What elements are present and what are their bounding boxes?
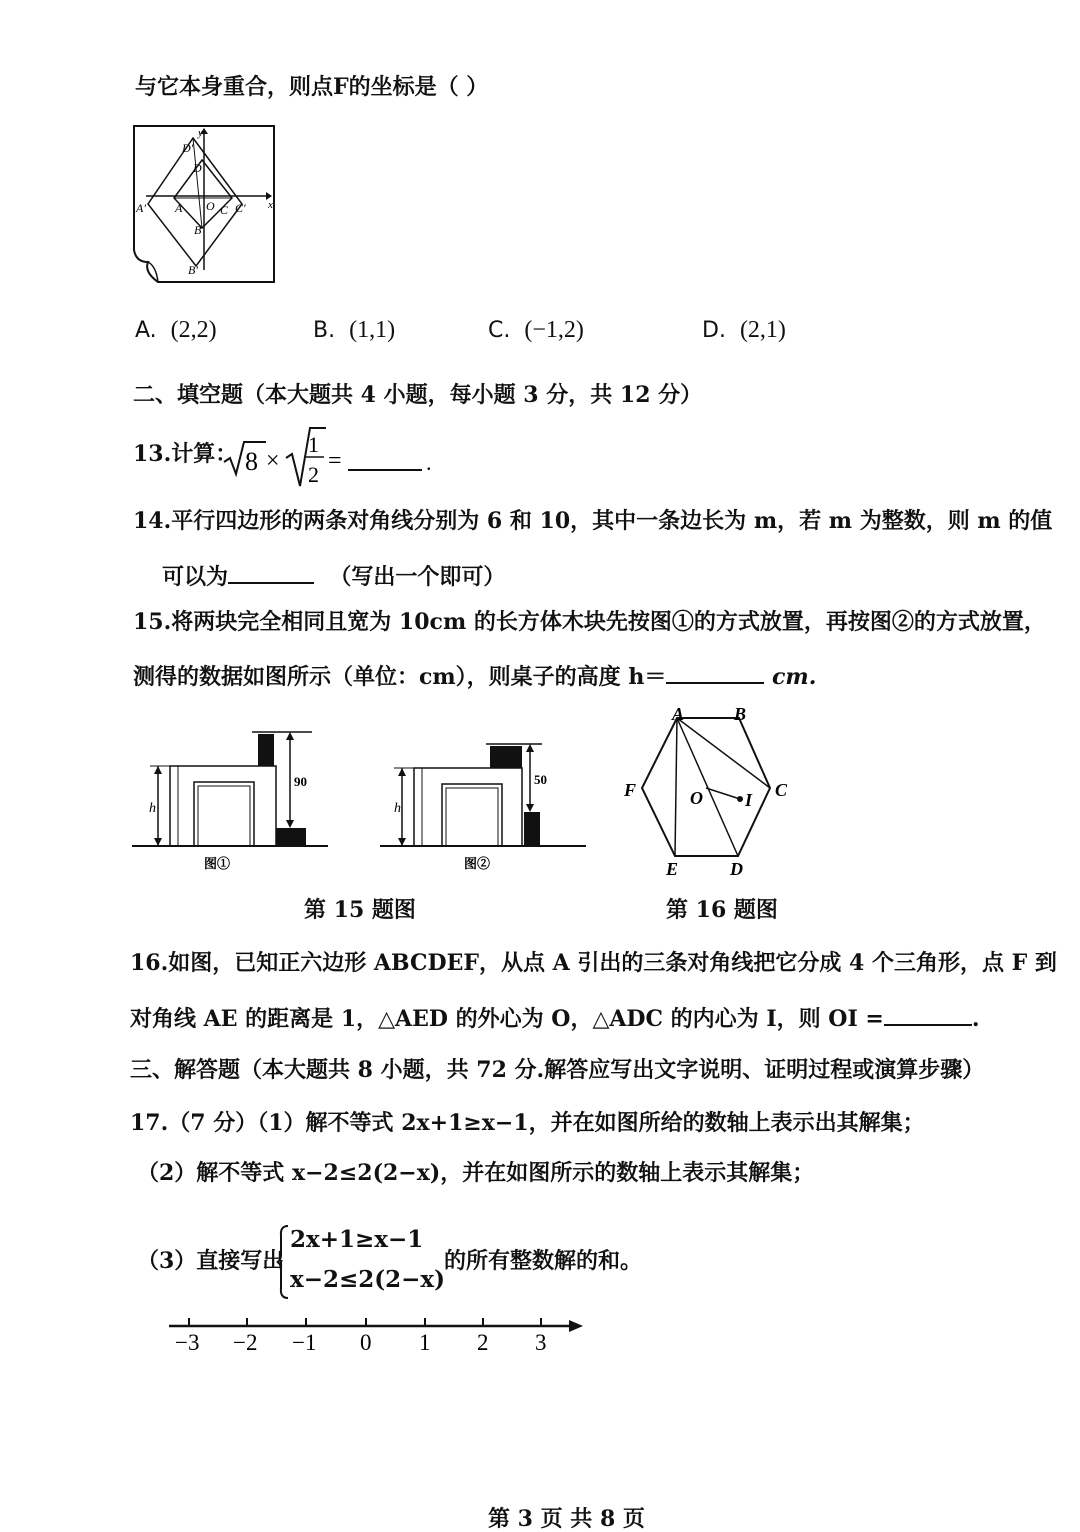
label-y: y — [198, 127, 203, 139]
q16-line-2-end: . — [971, 1006, 980, 1032]
section-2-title: 二、填空题（本大题共 4 小题，每小题 3 分，共 12 分） — [133, 382, 703, 408]
tick-label-3: 3 — [535, 1330, 547, 1355]
tick-label-neg1: −1 — [292, 1330, 317, 1355]
q15-line-1: 15.将两块完全相同且宽为 10cm 的长方体木块先按图①的方式放置，再按图②的方式放置， — [133, 609, 1046, 635]
q13-equals: = — [328, 448, 342, 474]
q15-line-2-unit: cm. — [772, 664, 817, 690]
q12-stem-line: 与它本身重合，则点F的坐标是（ ） — [135, 74, 489, 100]
block-bottom-1 — [276, 828, 306, 846]
label-b-prime: B′ — [188, 263, 198, 277]
q17-line-2: （2）解不等式 x−2≤2(2−x)，并在如图所示的数轴上表示其解集； — [137, 1160, 815, 1186]
table-1 — [170, 766, 276, 846]
q13-numerator: 1 — [308, 432, 319, 457]
label-x: x — [268, 199, 273, 211]
q14-answer-blank[interactable] — [228, 562, 314, 584]
label-b: B — [194, 223, 202, 237]
label-d: D — [193, 161, 202, 175]
diagonal-ac — [677, 718, 770, 788]
hex-label-d: D — [730, 859, 743, 879]
q16-line-1: 16.如图，已知正六边形 ABCDEF，从点 A 引出的三条对角线把它分成 4 个三角形，点 F 到 — [130, 950, 1057, 976]
q13-times: × — [266, 448, 280, 474]
table-2 — [414, 768, 522, 846]
fig2-caption: 图② — [464, 856, 491, 871]
option-c-value: (−1,2) — [524, 317, 584, 343]
q13-end: . — [426, 450, 432, 475]
option-d — [702, 316, 786, 345]
q13-prefix: 13.计算： — [133, 441, 238, 467]
rhombus-inner — [174, 160, 232, 228]
q14-line-2-suffix: （写出一个即可） — [329, 564, 506, 590]
fig1-h-label: h — [149, 801, 156, 816]
block-bottom-2 — [524, 812, 540, 846]
option-d-letter: D. — [702, 318, 726, 343]
fig2-value: 50 — [534, 772, 547, 787]
q16-answer-blank[interactable] — [884, 1004, 972, 1026]
q13-denominator: 2 — [308, 462, 319, 487]
option-d-value: (2,1) — [739, 317, 786, 343]
q15-line-2-prefix: 测得的数据如图所示（单位：cm），则桌子的高度 h＝ — [133, 664, 667, 690]
q14-line-2 — [162, 562, 505, 590]
option-b-value: (1,1) — [349, 317, 396, 343]
point-i — [737, 796, 743, 802]
q17-system-eq-2: x−2≤2(2−x) — [290, 1266, 446, 1293]
page-footer: 第 3 页 共 8 页 — [488, 1506, 645, 1532]
option-a-value: (2,2) — [170, 317, 217, 343]
q17-line-1: 17.（7 分）（1）解不等式 2x+1≥x−1，并在如图所给的数轴上表示出其解集； — [130, 1110, 925, 1136]
label-c-prime: C′ — [235, 201, 246, 215]
hex-label-e: E — [666, 859, 679, 879]
option-b — [313, 316, 395, 345]
q15-figure-2 — [380, 740, 590, 878]
q15-figure-1 — [132, 728, 332, 878]
fig1-value: 90 — [294, 774, 307, 789]
q17-line-3-suffix: 的所有整数解的和。 — [444, 1248, 643, 1274]
q15-answer-blank[interactable] — [666, 662, 764, 684]
option-c-letter: C. — [488, 318, 511, 343]
diagonal-ae — [675, 718, 677, 856]
q13-radicand-1: 8 — [245, 447, 258, 476]
hex-label-a: A — [672, 704, 685, 724]
tick-label-1: 1 — [419, 1330, 431, 1355]
hex-label-c: C — [775, 780, 788, 800]
q17-system-eq-1: 2x+1≥x−1 — [290, 1226, 424, 1253]
q16-figure-caption: 第 16 题图 — [666, 897, 778, 923]
q14-line-1: 14.平行四边形的两条对角线分别为 6 和 10，其中一条边长为 m，若 m 为整数，则 m 的值 — [133, 508, 1053, 534]
q12-rhombus-figure — [130, 122, 280, 287]
block-top-1 — [258, 734, 274, 766]
block-top-2 — [490, 746, 522, 768]
number-line — [165, 1312, 595, 1362]
q16-line-2-prefix: 对角线 AE 的距离是 1，△AED 的外心为 O，△ADC 的内心为 I，则 OI = — [130, 1006, 884, 1032]
label-o: O — [206, 199, 215, 213]
q13-expression — [222, 424, 442, 490]
option-a-letter: A. — [135, 318, 157, 343]
q16-line-2 — [130, 1004, 980, 1032]
diagonal-ad — [677, 718, 738, 856]
option-c — [488, 316, 584, 345]
tick-label-2: 2 — [477, 1330, 489, 1355]
label-d-prime: D′ — [182, 141, 194, 155]
hex-label-b: B — [734, 704, 747, 724]
q14-line-2-prefix: 可以为 — [162, 564, 229, 590]
label-a: A — [175, 201, 183, 215]
tick-label-0: 0 — [360, 1330, 372, 1355]
q16-hexagon-figure — [620, 700, 800, 880]
label-a-prime: A′ — [136, 201, 146, 215]
section-3-title: 三、解答题（本大题共 8 小题，共 72 分.解答应写出文字说明、证明过程或演算步骤） — [130, 1057, 985, 1083]
tick-label-neg2: −2 — [233, 1330, 258, 1355]
fig1-caption: 图① — [204, 856, 231, 871]
number-line-arrow — [569, 1320, 583, 1332]
q17-line-3-prefix: （3）直接写出 — [137, 1248, 285, 1274]
q15-figure-caption: 第 15 题图 — [304, 897, 416, 923]
tick-label-neg3: −3 — [175, 1330, 200, 1355]
label-c: C — [220, 203, 229, 217]
hex-label-i: I — [745, 790, 753, 810]
option-b-letter: B. — [313, 318, 336, 343]
hexagon — [642, 718, 770, 856]
hex-label-f: F — [624, 780, 637, 800]
fig2-h-label: h — [394, 801, 401, 816]
hex-label-o: O — [690, 788, 703, 808]
option-a — [135, 316, 217, 345]
q17-system-brace — [276, 1224, 290, 1300]
q15-line-2 — [133, 662, 816, 690]
